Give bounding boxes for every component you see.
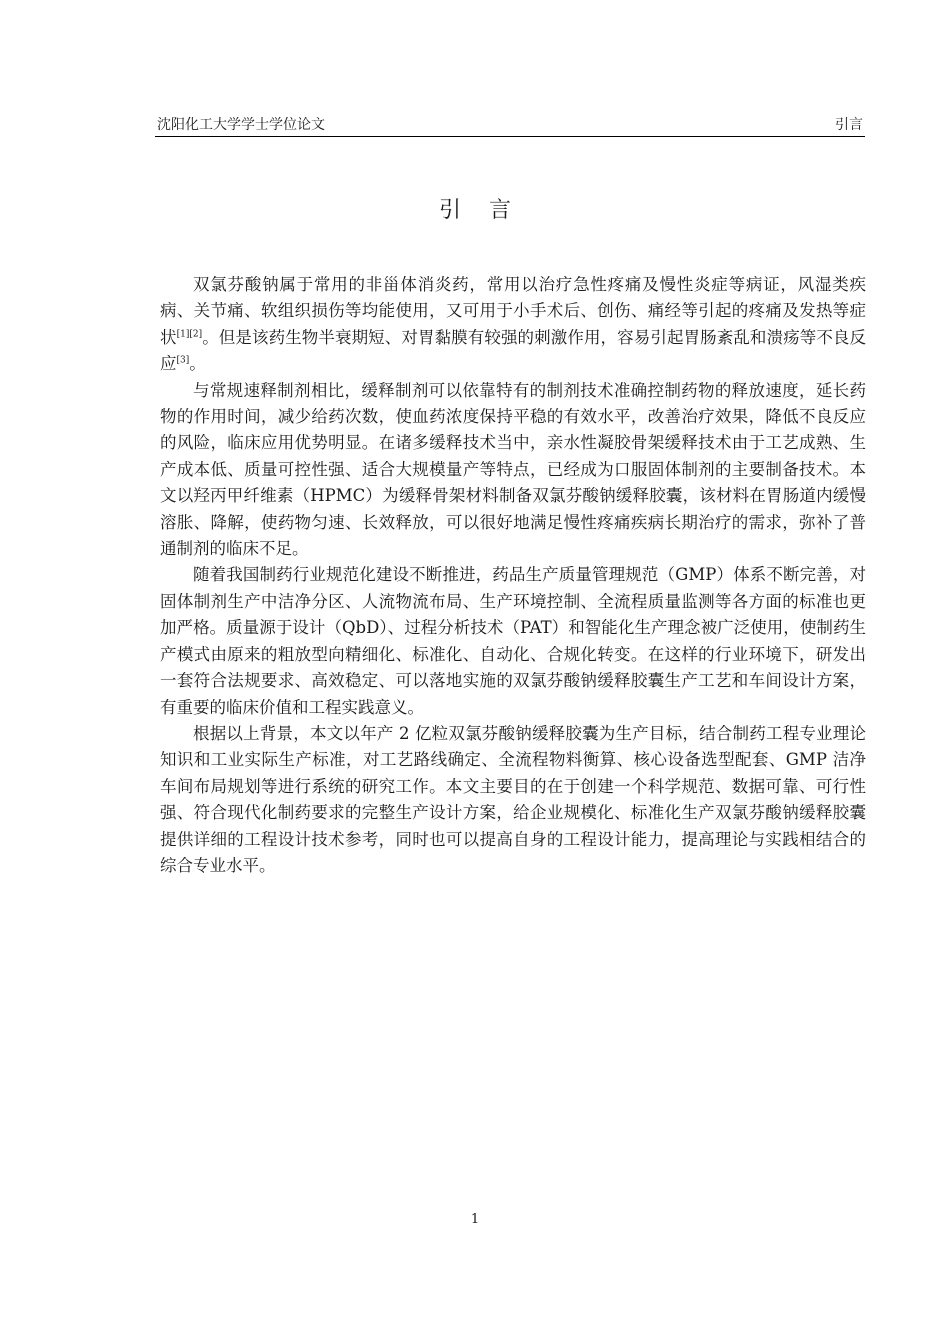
- citation-3: [3]: [176, 355, 190, 366]
- paragraph-1-text-c: 。: [189, 354, 206, 374]
- section-title: 引言: [438, 198, 539, 223]
- page-number: 1: [470, 1212, 480, 1227]
- page-header: [155, 116, 865, 137]
- paragraph-2: 与常规速释制剂相比，缓释制剂可以依靠特有的制剂技术准确控制药物的释放速度，延长药物的作用时间，减少给药次数，使血药浓度保持平稳的有效水平，改善治疗效果，降低不良反应的风险，临床应用优势明显。在诸多缓释技术当中，亲水性凝胶骨架缓释技术由于工艺成熟、生产成本低、质量可控性强、适合大规模量产等特点，已经成为口服固体制剂的主要制备技术。本文以羟丙甲纤维素（HPMC）为缓释骨架材料制备双氯芬酸钠缓释胶囊，该材料在胃肠道内缓慢溶胀、降解，使药物匀速、长效释放，可以很好地满足慢性疼痛疾病长期治疗的需求，弥补了普通制剂的临床不足。: [160, 380, 866, 559]
- paragraph-4: 根据以上背景，本文以年产 2 亿粒双氯芬酸钠缓释胶囊为生产目标，结合制药工程专业理论知识和工业实际生产标准，对工艺路线确定、全流程物料衡算、核心设备选型配套、GMP 洁净车间布局规划等进行系统的研究工作。本文主要目的在于创建一个科学规范、数据可靠、可行性强、符合现代化制药要求的完整生产设计方案，给企业规模化、标准化生产双氯芬酸钠缓释胶囊提供详细的工程设计技术参考，同时也可以提高自身的工程设计能力，提高理论与实践相结合的综合专业水平。: [160, 723, 866, 875]
- paragraph-3: 随着我国制药行业规范化建设不断推进，药品生产质量管理规范（GMP）体系不断完善，对固体制剂生产中洁净分区、人流物流布局、生产环境控制、全流程质量监测等各方面的标准也更加严格。质量源于设计（QbD）、过程分析技术（PAT）和智能化生产理念被广泛使用，使制药生产模式由原来的粗放型向精细化、标准化、自动化、合规化转变。在这样的行业环境下，研发出一套符合法规要求、高效稳定、可以落地实施的双氯芬酸钠缓释胶囊生产工艺和车间设计方案，有重要的临床价值和工程实践意义。: [160, 565, 866, 717]
- header-section-name: 引言: [835, 117, 863, 133]
- paragraph-1-text-b: 。但是该药生物半衰期短、对胃黏膜有较强的刺激作用，容易引起胃肠紊乱和溃疡等不良反应: [160, 327, 867, 374]
- body-text: [160, 272, 866, 879]
- header-thesis-title: 沈阳化工大学学士学位论文: [157, 117, 325, 133]
- paragraph-1-text-a: 双氯芬酸钠属于常用的非甾体消炎药，常用以治疗急性疼痛及慢性炎症等病证，风湿类疾病、关节痛、软组织损伤等均能使用，又可用于小手术后、创伤、痛经等引起的疼痛及发热等症状: [160, 275, 866, 347]
- paragraph-1: [160, 272, 866, 378]
- citation-1-2: [1][2]: [176, 329, 203, 340]
